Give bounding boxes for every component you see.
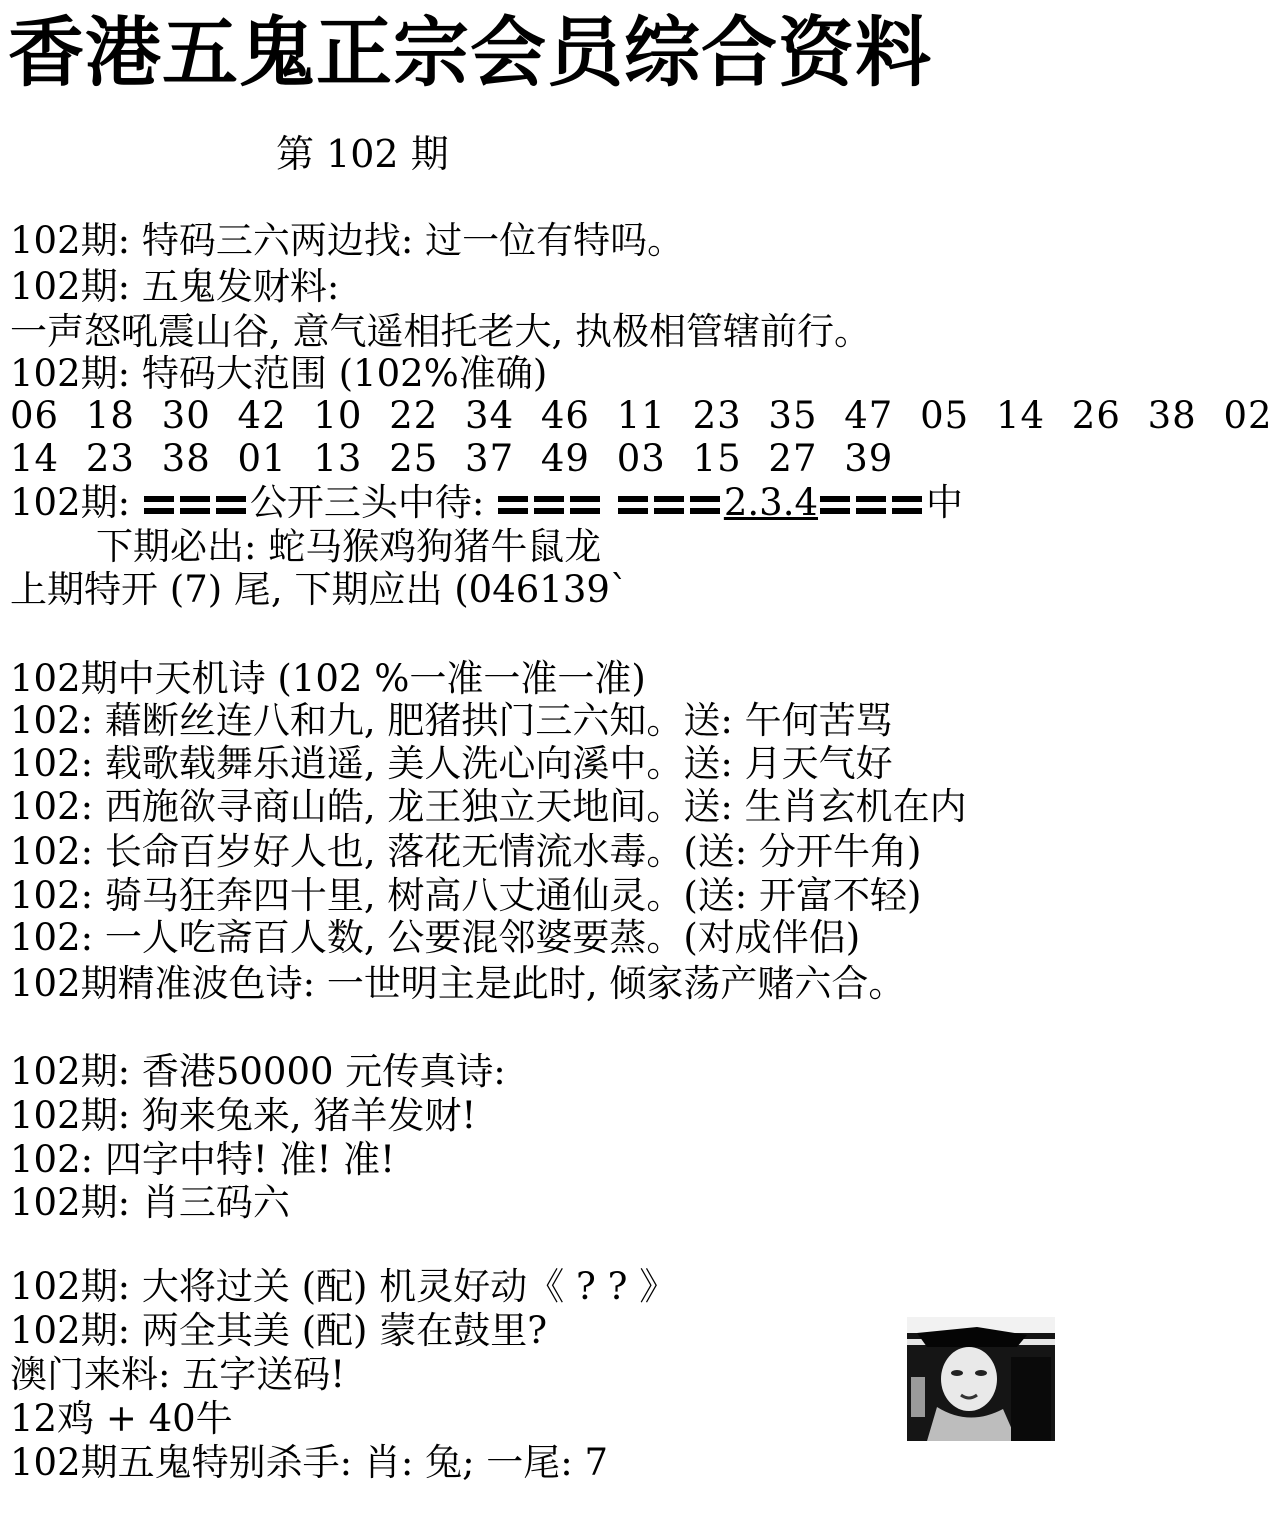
- trigram-glyph: [820, 483, 924, 529]
- three-heads-prefix: 102期:: [10, 481, 131, 524]
- portrait-photo: [907, 1317, 1055, 1441]
- text-line: 102期: 两全其美 (配) 蒙在鼓里?: [10, 1309, 548, 1352]
- text-line: 下期必出: 蛇马猴鸡狗猪牛鼠龙: [96, 525, 602, 568]
- text-line: 上期特开 (7) 尾, 下期应出 (046139`: [10, 568, 629, 611]
- text-line: 12鸡 + 40牛: [10, 1397, 233, 1440]
- trigram-glyph: [144, 483, 248, 529]
- text-line: 102期: 大将过关 (配) 机灵好动《 ? ? 》: [10, 1265, 677, 1308]
- text-line: 102: 一人吃斋百人数, 公要混邻婆要蒸。(对成伴侣): [10, 916, 861, 959]
- page-title: 香港五鬼正宗会员综合资料: [8, 8, 932, 97]
- text-line: 102: 四字中特! 准! 准!: [10, 1138, 395, 1181]
- text-line: 102期精准波色诗: 一世明主是此时, 倾家荡产赌六合。: [10, 962, 906, 1005]
- text-line: 一声怒吼震山谷, 意气遥相托老大, 执极相管辖前行。: [10, 310, 872, 353]
- text-line: 102: 骑马狂奔四十里, 树高八丈通仙灵。(送: 开富不轻): [10, 874, 922, 917]
- text-line: 102期: 肖三码六: [10, 1181, 290, 1224]
- three-heads-line: [10, 480, 963, 526]
- text-line: 102: 载歌载舞乐逍遥, 美人洗心向溪中。送: 月天气好: [10, 742, 893, 785]
- text-line: 102期: 特码三六两边找: 过一位有特吗。: [10, 219, 685, 262]
- text-line: 102期中天机诗 (102 %一准一准一准): [10, 657, 646, 700]
- text-line: 102: 长命百岁好人也, 落花无情流水毒。(送: 分开牛角): [10, 830, 922, 873]
- text-line: 102期: 香港50000 元传真诗:: [10, 1050, 506, 1093]
- number-line: 06 18 30 42 10 22 34 46 11 23 35 47 05 14 26 38 02: [10, 394, 1273, 437]
- text-line: 102期五鬼特别杀手: 肖: 兔; 一尾: 7: [10, 1441, 609, 1484]
- text-line: 102: 西施欲寻商山皓, 龙王独立天地间。送: 生肖玄机在内: [10, 785, 967, 828]
- text-line: 102期: 五鬼发财料:: [10, 265, 340, 308]
- trigram-glyph: [618, 483, 722, 529]
- text-line: 澳门来料: 五字送码!: [10, 1353, 346, 1396]
- number-line: 14 23 38 01 13 25 37 49 03 15 27 39: [10, 437, 894, 480]
- three-heads-suffix: 中: [926, 481, 964, 524]
- text-line: 102期: 特码大范围 (102%准确): [10, 352, 548, 395]
- issue-number: 第 102 期: [276, 132, 449, 176]
- trigram-glyph: [498, 483, 602, 529]
- three-heads-digits: 2.3.4: [723, 481, 819, 524]
- text-line: 102: 藉断丝连八和九, 肥猪拱门三六知。送: 午何苦骂: [10, 699, 893, 742]
- three-heads-label: 公开三头中待:: [249, 481, 485, 524]
- text-line: 102期: 狗来兔来, 猪羊发财!: [10, 1094, 477, 1137]
